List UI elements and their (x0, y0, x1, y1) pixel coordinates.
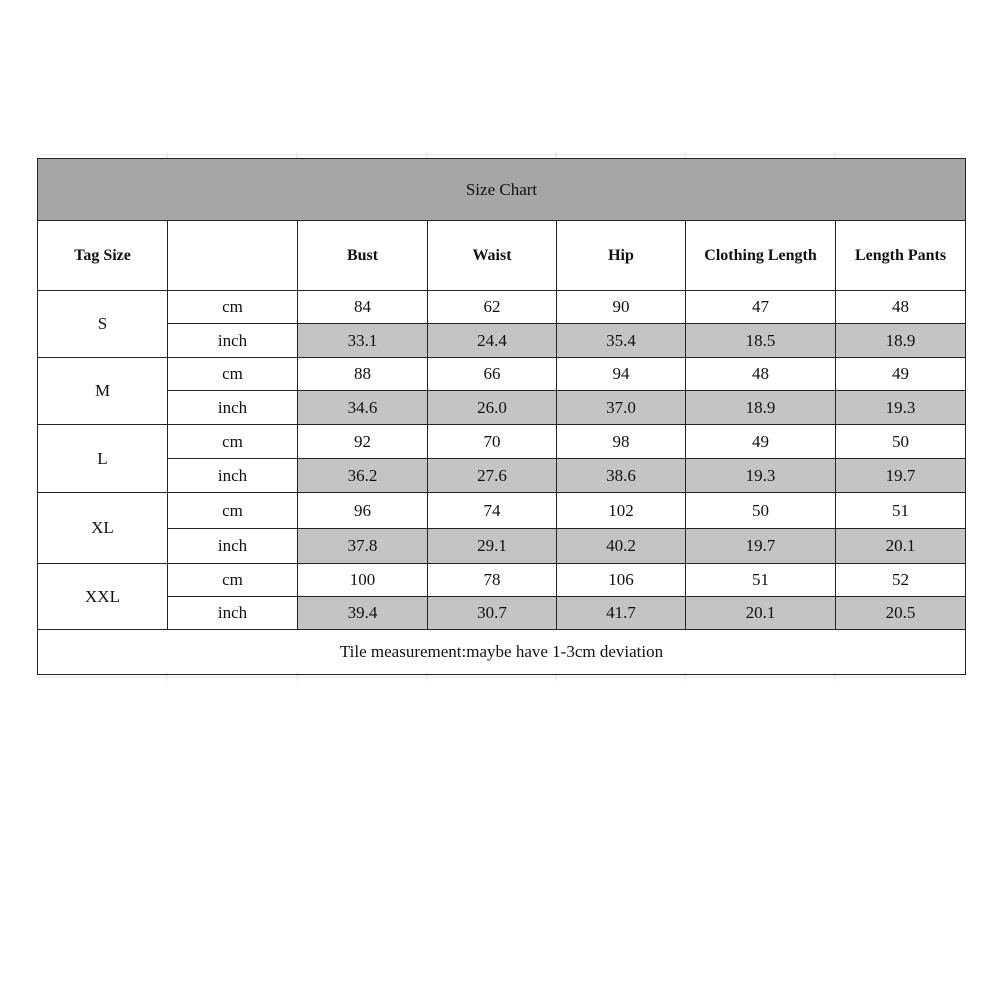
table-row (38, 564, 966, 597)
clothing-length-inch-cell: 19.3 (686, 459, 836, 493)
unit-cell: cm (168, 493, 298, 529)
bust-inch-cell: 36.2 (298, 459, 428, 493)
hip-cm-cell: 94 (557, 358, 686, 391)
bust-cm-cell: 100 (298, 564, 428, 597)
tag-size-cell: L (38, 425, 168, 493)
waist-cm-cell: 74 (428, 493, 557, 529)
unit-cell: cm (168, 291, 298, 324)
length-pants-cm-cell: 50 (836, 425, 966, 459)
clothing-length-inch-cell: 19.7 (686, 529, 836, 564)
unit-cell: inch (168, 324, 298, 358)
clothing-length-cm-cell: 47 (686, 291, 836, 324)
waist-inch-cell: 26.0 (428, 391, 557, 425)
length-pants-cm-cell: 48 (836, 291, 966, 324)
waist-cm-cell: 70 (428, 425, 557, 459)
length-pants-inch-cell: 20.1 (836, 529, 966, 564)
bust-cm-cell: 96 (298, 493, 428, 529)
tag-size-cell: M (38, 358, 168, 425)
hip-inch-cell: 38.6 (557, 459, 686, 493)
unit-cell: inch (168, 597, 298, 630)
tag-size-cell: S (38, 291, 168, 358)
header-bust: Bust (298, 221, 428, 291)
bust-inch-cell: 34.6 (298, 391, 428, 425)
waist-cm-cell: 62 (428, 291, 557, 324)
header-length-pants: Length Pants (836, 221, 966, 291)
clothing-length-cm-cell: 50 (686, 493, 836, 529)
size-chart-table (37, 158, 966, 675)
waist-inch-cell: 27.6 (428, 459, 557, 493)
unit-cell: inch (168, 529, 298, 564)
length-pants-cm-cell: 51 (836, 493, 966, 529)
measurement-note: Tile measurement:maybe have 1-3cm deviation (38, 630, 966, 675)
hip-inch-cell: 40.2 (557, 529, 686, 564)
header-waist: Waist (428, 221, 557, 291)
waist-cm-cell: 78 (428, 564, 557, 597)
length-pants-cm-cell: 49 (836, 358, 966, 391)
table-row (38, 425, 966, 459)
bust-cm-cell: 84 (298, 291, 428, 324)
clothing-length-cm-cell: 49 (686, 425, 836, 459)
unit-cell: cm (168, 564, 298, 597)
header-unit (168, 221, 298, 291)
bust-cm-cell: 92 (298, 425, 428, 459)
hip-cm-cell: 98 (557, 425, 686, 459)
length-pants-inch-cell: 20.5 (836, 597, 966, 630)
table-row (38, 291, 966, 324)
header-tag-size: Tag Size (38, 221, 168, 291)
bust-inch-cell: 39.4 (298, 597, 428, 630)
length-pants-inch-cell: 19.3 (836, 391, 966, 425)
tag-size-cell: XL (38, 493, 168, 564)
hip-inch-cell: 35.4 (557, 324, 686, 358)
table-row (38, 493, 966, 529)
table-row (38, 459, 966, 493)
clothing-length-inch-cell: 18.9 (686, 391, 836, 425)
length-pants-cm-cell: 52 (836, 564, 966, 597)
clothing-length-cm-cell: 48 (686, 358, 836, 391)
length-pants-inch-cell: 18.9 (836, 324, 966, 358)
waist-cm-cell: 66 (428, 358, 557, 391)
tag-size-cell: XXL (38, 564, 168, 630)
header-row (38, 221, 966, 291)
header-clothing-length: Clothing Length (686, 221, 836, 291)
clothing-length-inch-cell: 18.5 (686, 324, 836, 358)
table-row (38, 597, 966, 630)
unit-cell: inch (168, 459, 298, 493)
clothing-length-cm-cell: 51 (686, 564, 836, 597)
table-row (38, 391, 966, 425)
unit-cell: cm (168, 358, 298, 391)
bust-inch-cell: 33.1 (298, 324, 428, 358)
bust-cm-cell: 88 (298, 358, 428, 391)
unit-cell: inch (168, 391, 298, 425)
note-row (38, 630, 966, 675)
bust-inch-cell: 37.8 (298, 529, 428, 564)
waist-inch-cell: 30.7 (428, 597, 557, 630)
hip-cm-cell: 102 (557, 493, 686, 529)
hip-cm-cell: 106 (557, 564, 686, 597)
table-row (38, 358, 966, 391)
table-row (38, 324, 966, 358)
hip-inch-cell: 41.7 (557, 597, 686, 630)
table-row (38, 529, 966, 564)
clothing-length-inch-cell: 20.1 (686, 597, 836, 630)
header-hip: Hip (557, 221, 686, 291)
hip-inch-cell: 37.0 (557, 391, 686, 425)
waist-inch-cell: 24.4 (428, 324, 557, 358)
hip-cm-cell: 90 (557, 291, 686, 324)
chart-title: Size Chart (38, 159, 966, 221)
waist-inch-cell: 29.1 (428, 529, 557, 564)
unit-cell: cm (168, 425, 298, 459)
length-pants-inch-cell: 19.7 (836, 459, 966, 493)
